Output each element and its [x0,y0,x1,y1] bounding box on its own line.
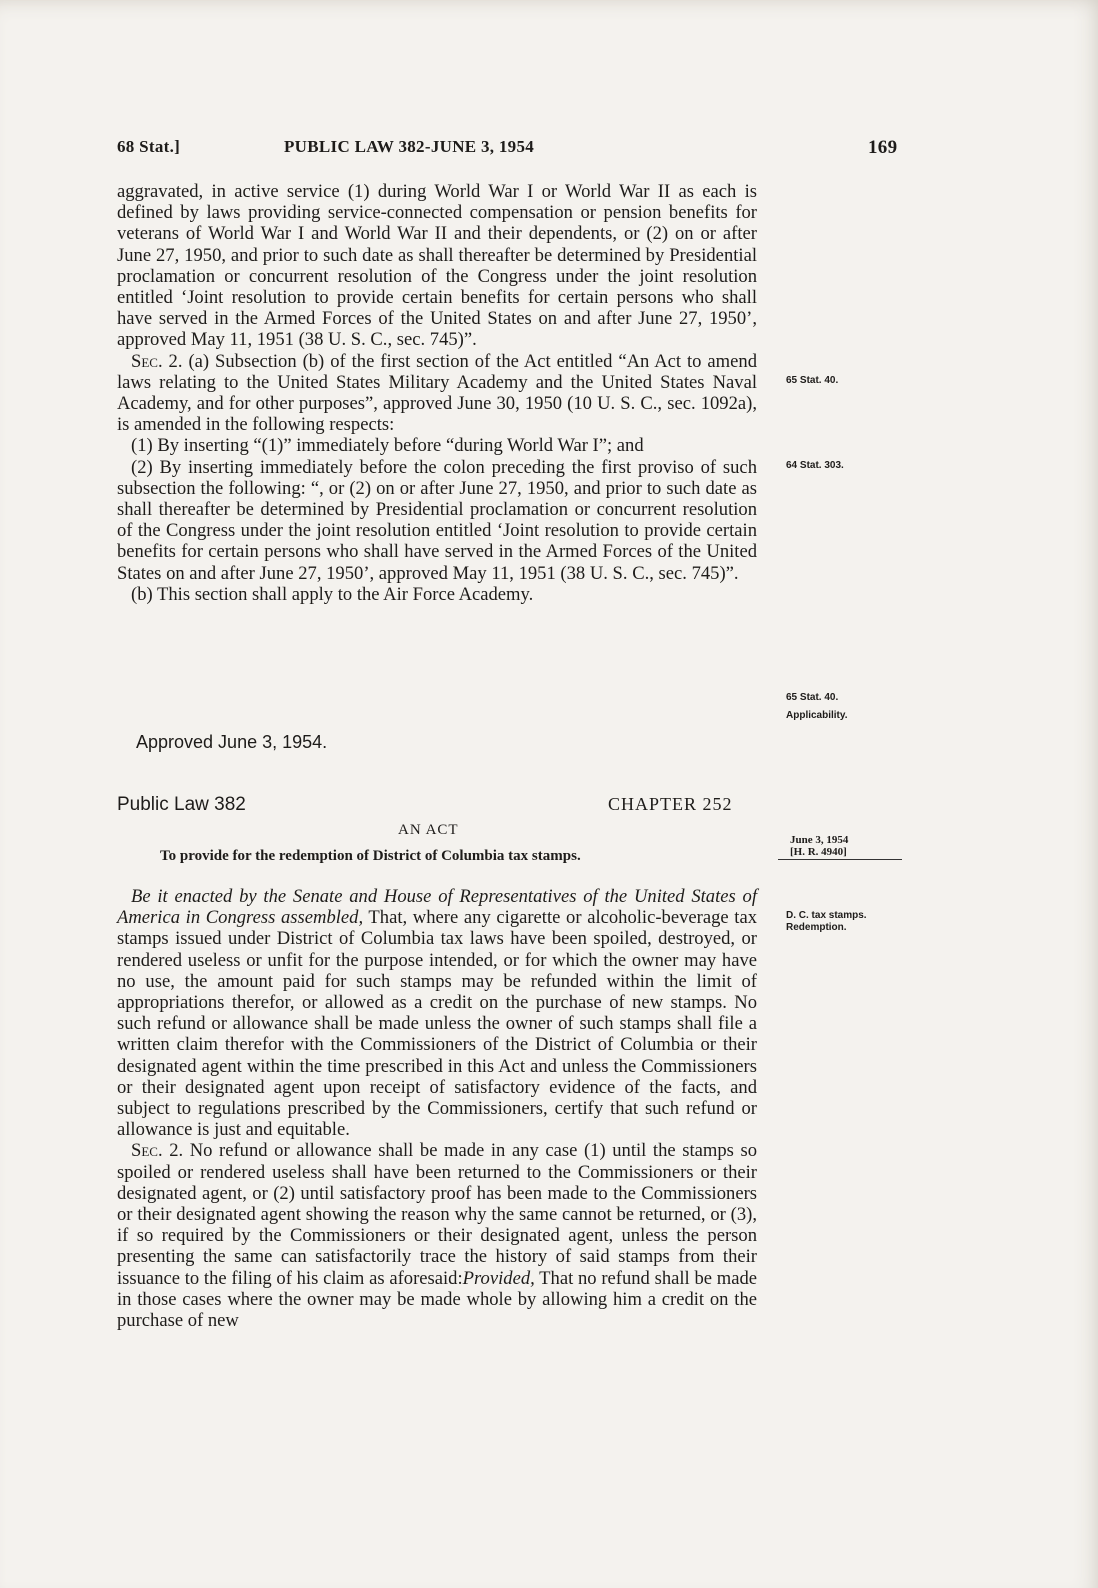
section-2-paragraph [117,351,757,436]
margin-rule [778,859,902,860]
margin-note-citation: 65 Stat. 40. [786,375,839,386]
margin-note-subject [786,910,867,934]
section-label: Sec. 2. [131,350,183,372]
page-number: 169 [868,137,898,158]
enacting-clause: Be it enacted by the Senate and House of Representatives of the United States of America in Congress assembled, [117,886,757,929]
margin-bill-reference [790,834,848,858]
section-text-block [117,181,757,605]
an-act-heading: AN ACT [398,822,459,838]
provided-keyword: Provided, [462,1267,535,1289]
margin-note-citation: 65 Stat. 40. [786,692,839,703]
section-2-tail: That no refund shall be made in those cases where the owner may be made whole by allowing him a credit on the purchase of new [117,1267,758,1332]
act-date: June 3, 1954 [790,834,849,846]
margin-note-citation: 64 Stat. 303. [786,460,844,471]
statute-volume-label: 68 Stat.] [117,137,181,156]
chapter-heading: CHAPTER 252 [608,794,733,814]
section-2-paragraph [117,1140,757,1331]
section-1-text: That, where any cigarette or alcoholic-beverage tax stamps issued under District of Columbia tax laws have been spoiled, destroyed, or rendered useless or unfit for the purpose intended, or for which the owner may have no use, the amount paid for such stamps may be refunded within the limit of appropriations therefor, or allowed as a credit on the purchase of new stamps. No such refund or allowance shall be made unless the owner of such stamps shall file a written claim therefor with the Commissioners of the District of Columbia or their designated agent within the time prescribed in this Act and unless the Commissioners or their designated agent upon receipt of satisfactory evidence of the facts, and subject to regulations prescribed by the Commissioners, certify that such refund or allowance is just and equitable. [117,907,758,1141]
margin-note-applicability: Applicability. [786,710,848,721]
running-header: PUBLIC LAW 382-JUNE 3, 1954 [284,137,535,156]
public-law-heading: Public Law 382 [117,794,246,815]
section-2-text: No refund or allowance shall be made in any case (1) until the stamps so spoiled or rendered useless shall have been returned to the Commissioners or their designated agent, or (2) until satisfactory proof has been made to the Commissioners or their designated agent showing the reason why the same cannot be returned, or (3), if so required by the Commissioners or their designated agent, unless the person presenting the same can satisfactorily trace the history of said stamps from their issuance to the filing of his claim as aforesaid: [117,1140,757,1289]
act-text-block [117,886,757,1331]
section-label: Sec. 2. [131,1140,184,1162]
bill-number: [H. R. 4940] [790,846,847,858]
approval-date: Approved June 3, 1954. [136,732,328,752]
act-purpose: To provide for the redemption of District of Columbia tax stamps. [160,848,581,864]
continuation-paragraph: aggravated, in active service (1) during World War I or World War II as each is defined by laws providing service-connected compensation or pension benefits for veterans of World War I and World War II and their dependents, or (2) on or after June 27, 1950, and prior to such date as shall thereafter be determined by Presidential proclamation or concurrent resolution of the Congress under the joint resolution entitled ‘Joint resolution to provide certain benefits for certain persons who shall have served in the Armed Forces of the United States on and after June 27, 1950’, approved May 11, 1951 (38 U. S. C., sec. 745)”. [117,181,757,351]
section-1-paragraph [117,886,757,1140]
amendment-item-1: (1) By inserting “(1)” immediately before “during World War I”; and [131,435,644,457]
amendment-item-b: (b) This section shall apply to the Air Force Academy. [131,583,534,605]
subject-line: Redemption. [786,922,847,933]
section-2-text: (a) Subsection (b) of the first section of the Act entitled “An Act to amend laws relating to the United States Military Academy and the United States Naval Academy, and for other purposes”, approved June 30, 1950 (10 U. S. C., sec. 1092a), is amended in the following respects: [117,350,757,436]
amendment-item-2: (2) By inserting immediately before the colon preceding the first proviso of such subsection the following: “, or (2) on or after June 27, 1950, and prior to such date as shall thereafter be determined by Presidential proclamation or concurrent resolution of the Congress under the joint resolution entitled ‘Joint resolution to provide certain benefits for certain persons who shall have served in the Armed Forces of the United States on and after June 27, 1950’, approved May 11, 1951 (38 U. S. C., sec. 745)”. [117,456,757,584]
subject-line: D. C. tax stamps. [786,910,867,921]
